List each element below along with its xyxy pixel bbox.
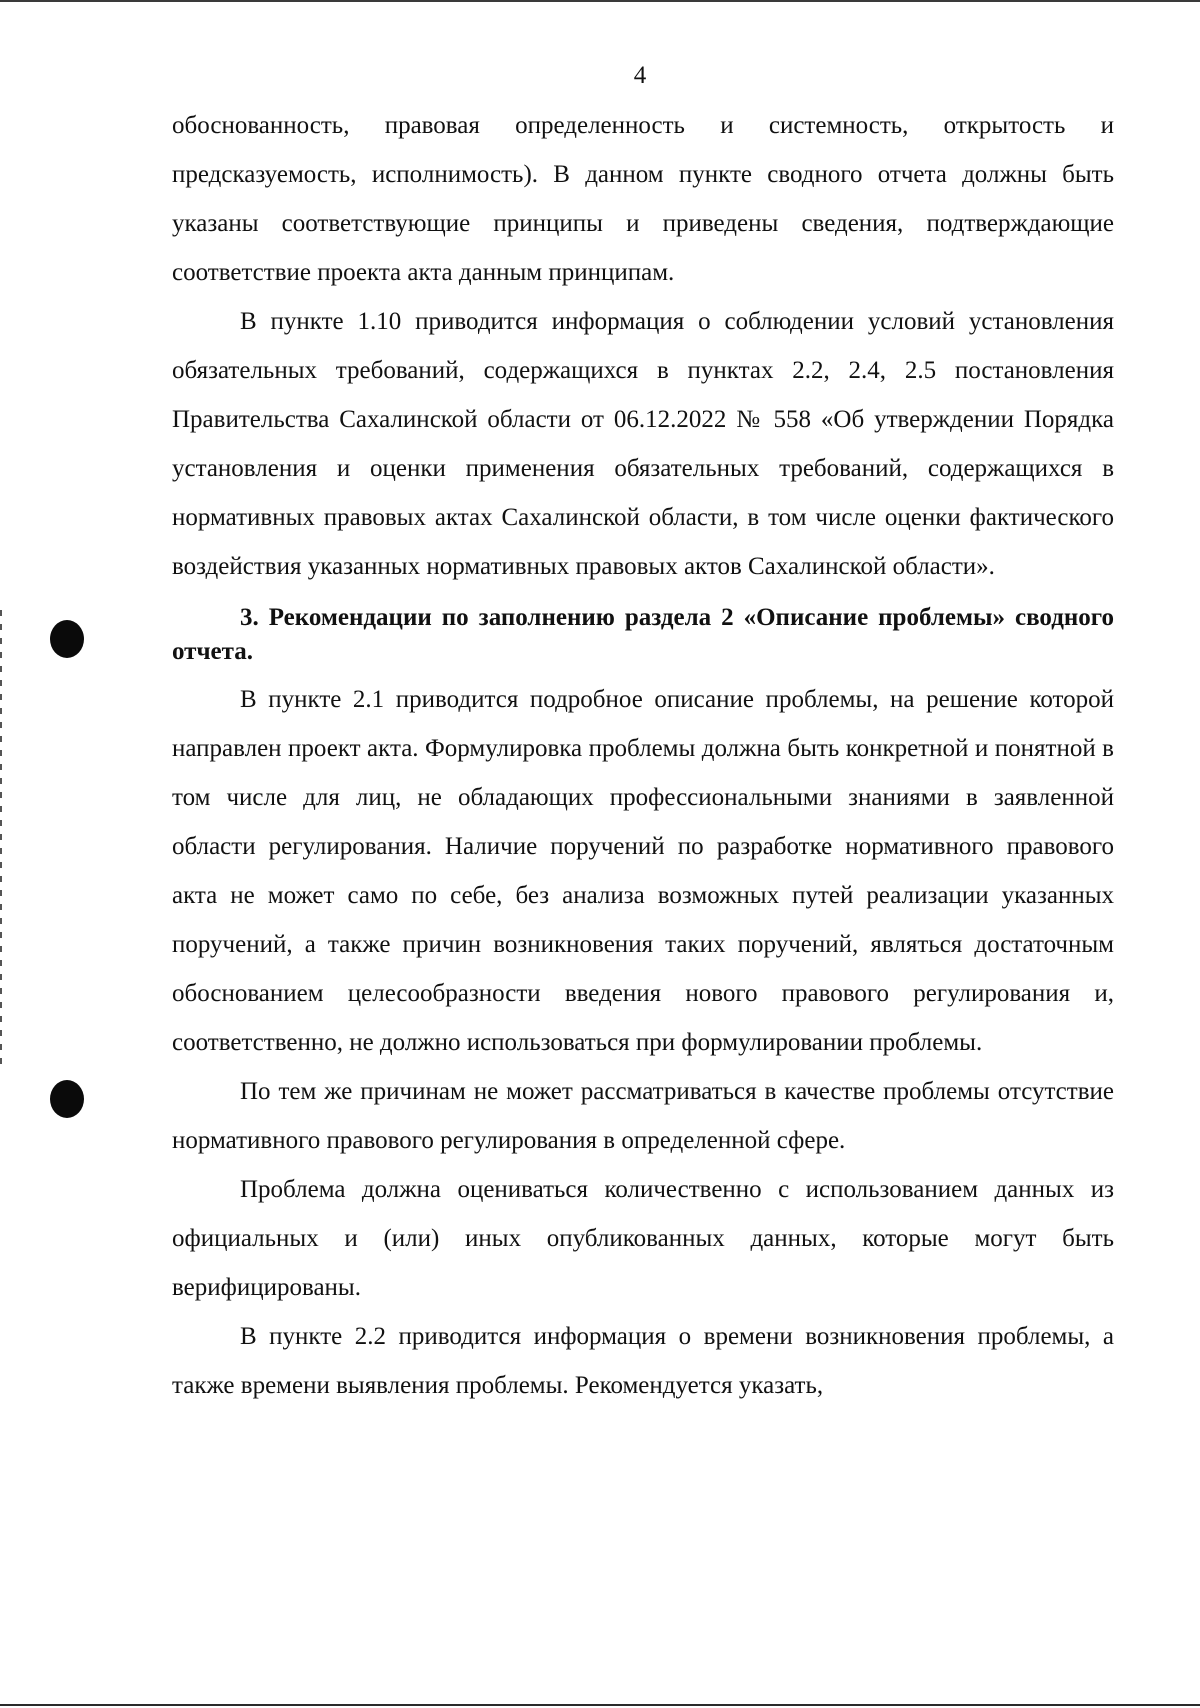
paragraph-item-2-2: В пункте 2.2 приводится информация о времени возникновения проблемы, а также времени выявления проблемы. Рекомендуется указать, <box>172 1323 1114 1399</box>
paragraph-item-1-10: В пункте 1.10 приводится информация о соблюдении условий установления обязательных требований, содержащихся в пунктах 2.2, 2.4, 2.5 постановления Правительства Сахалинской области от 06.12.2022 № 558 «Об утверждении Порядка установления и оценки применения обязательных требований, содержащихся в нормативных правовых актах Сахалинской области, в том числе оценки фактического воздействия указанных нормативных правовых актов Сахалинской области». <box>172 308 1114 580</box>
paragraph-quantitative: Проблема должна оцениваться количественно с использованием данных из официальных и (или) иных опубликованных данных, которые могут быть верифицированы. <box>172 1176 1114 1301</box>
punch-hole-upper <box>50 620 84 658</box>
scan-edge-left <box>0 610 2 1070</box>
punch-hole-lower <box>50 1080 84 1118</box>
scan-edge-top <box>0 0 1200 2</box>
document-body <box>172 101 1114 1410</box>
section-heading-3: 3. Рекомендации по заполнению раздела 2 «Описание проблемы» сводного отчета. <box>172 604 1114 665</box>
scan-edge-bottom <box>0 1704 1200 1706</box>
paragraph-principles: обоснованность, правовая определенность и системность, открытость и предсказуемость, исполнимость). В данном пункте сводного отчета должны быть указаны соответствующие принципы и приведены сведения, подтверждающие соответствие проекта акта данным принципам. <box>172 112 1114 286</box>
paragraph-same-reasons: По тем же причинам не может рассматриваться в качестве проблемы отсутствие нормативного правового регулирования в определенной сфере. <box>172 1078 1114 1154</box>
page-number: 4 <box>633 62 647 89</box>
paragraph-item-2-1: В пункте 2.1 приводится подробное описание проблемы, на решение которой направлен проект акта. Формулировка проблемы должна быть конкретной и понятной в том числе для лиц, не обладающих профессиональными знаниями в заявленной области регулирования. Наличие поручений по разработке нормативного правового акта не может само по себе, без анализа возможных путей реализации указанных поручений, а также причин возникновения таких поручений, являться достаточным обоснованием целесообразности введения нового правового регулирования и, соответственно, не должно использоваться при формулировании проблемы. <box>172 686 1114 1056</box>
